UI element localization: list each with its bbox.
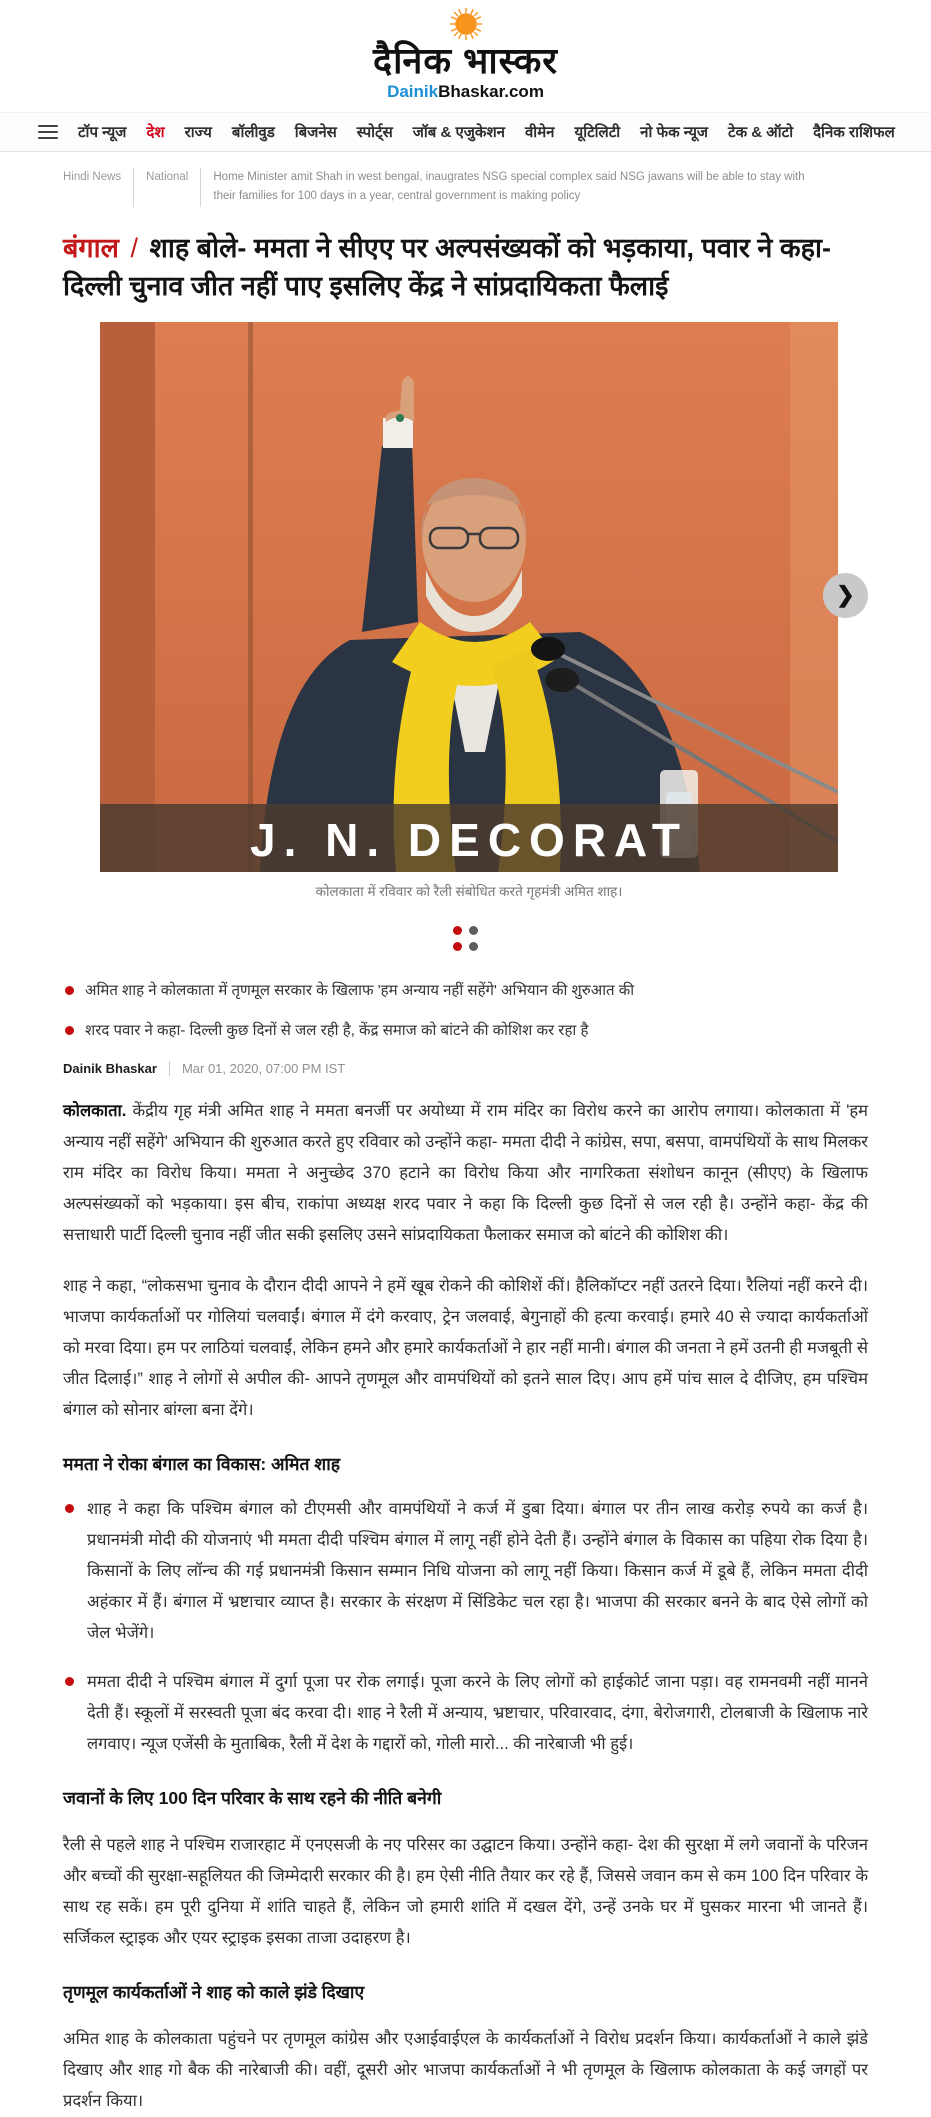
byline [63,1061,868,1076]
logo-domain-bhaskar: Bhaskar.com [438,81,544,101]
highlight-item: शरद पवार ने कहा- दिल्ली कुछ दिनों से जल रही है, केंद्र समाज को बांटने की कोशिश कर रहा है [63,1019,868,1043]
gallery-dot[interactable] [453,942,462,951]
dateline: कोलकाता. [63,1101,127,1120]
chevron-right-icon: ❯ [836,582,855,608]
article-body [0,979,931,2117]
list-item: शाह ने कहा कि पश्चिम बंगाल को टीएमसी और वामपंथियों ने कर्ज में डुबा दिया। बंगाल पर तीन लाख करोड़ रुपये का कर्ज है। प्रधानमंत्री मोदी की योजनाएं भी ममता दीदी पश्चिम बंगाल में लागू नहीं होने देती हैं। उन्होंने बंगाल के विकास का पहिया रोक दिया है। किसानों के लिए लॉन्च की गई प्रधानमंत्री किसान सम्मान निधि योजना को लागू नहीं किया। किसान कर्ज में डूबे हैं, लेकिन ममता दीदी अहंकार में हैं। बंगाल में भ्रष्टाचार व्याप्त है। सरकार के संरक्षण में सिंडिकेट चल रहा है। भाजपा की सरकार बनने के बाद ऐसे लोगों को जेल भेजेंगे। [63,1494,868,1649]
sun-logo-icon [448,6,484,42]
menu-icon[interactable] [38,125,58,139]
byline-author[interactable]: Dainik Bhaskar [63,1060,157,1076]
breadcrumb-separator [200,168,201,207]
byline-datetime: Mar 01, 2020, 07:00 PM IST [181,1060,346,1076]
breadcrumb-national[interactable]: National [146,170,189,183]
lead-photo [100,322,855,872]
section-heading: ममता ने रोका बंगाल का विकास: अमित शाह [63,1453,341,1474]
nav-item-women[interactable]: वीमेन [524,123,555,141]
highlight-item: अमित शाह ने कोलकाता में तृणमूल सरकार के खिलाफ 'हम अन्याय नहीं सहेंगे' अभियान की शुरुआत की [63,979,868,1003]
nav-item-job-education[interactable]: जॉब & एजुकेशन [412,123,505,141]
article-highlights [63,979,868,1043]
nav-item-no-fake-news[interactable]: नो फेक न्यूज [640,123,709,141]
photo-caption: कोलकाता में रविवार को रैली संबोधित करते गृहमंत्री अमित शाह। [315,883,623,899]
breadcrumb [63,168,868,207]
gallery-dot[interactable] [469,942,478,951]
nav-item-utility[interactable]: यूटिलिटी [574,123,621,141]
nav-item-bollywood[interactable]: बॉलीवुड [231,123,275,141]
gallery-dots [453,926,478,951]
nav-item-desh[interactable]: देश [146,123,165,141]
breadcrumb-description: Home Minister amit Shah in west bengal, inaugrates NSG special complex said NSG jawans will be able to stay with their families for 100 days in a year, central government is making policy [213,170,805,203]
paragraph: अमित शाह के कोलकाता पहुंचने पर तृणमूल कांग्रेस और एआईवाईएल के कार्यकर्ताओं ने विरोध प्रदर्शन किया। कार्यकर्ताओं ने काले झंडे दिखाए और शाह गो बैक की नारेबाजी की। वहीं, दूसरी ओर भाजपा कार्यकर्ताओं ने भी तृणमूल के खिलाफ कोलकाता के कई जगहों पर प्रदर्शन किया। [63,2029,868,2110]
article-bullet-list [63,1494,868,1760]
nav-item-top-news[interactable]: टॉप न्यूज [78,123,127,141]
article-headline [63,229,868,306]
headline-category[interactable]: बंगाल [63,232,119,263]
nav-item-business[interactable]: बिजनेस [294,123,337,141]
headline-text: शाह बोले- ममता ने सीएए पर अल्पसंख्यकों को भड़काया, पवार ने कहा- दिल्ली चुनाव जीत नहीं पाए इसलिए केंद्र ने सांप्रदायिकता फैलाई [63,232,831,302]
masthead[interactable] [0,0,931,102]
logo-domain [0,82,931,102]
main-navbar [0,112,931,152]
list-item: ममता दीदी ने पश्चिम बंगाल में दुर्गा पूजा पर रोक लगाई। पूजा करने के लिए लोगों को हाईकोर्ट जाना पड़ा। वह रामनवमी नहीं मानने देती हैं। स्कूलों में सरस्वती पूजा बंद करवा दी। शाह ने रैली में अन्याय, भ्रष्टाचार, परिवारवाद, दंगा, बेरोजगारी, टोलबाजी के खिलाफ नारे लगवाए। न्यूज एजेंसी के मुताबिक, रैली में देश के गद्दारों को, गोली मारो... की नारेबाजी भी हुई। [63,1667,868,1760]
nav-item-sports[interactable]: स्पोर्ट्स [356,123,393,141]
amit-shah-rally-photo [100,322,838,872]
byline-divider [169,1061,170,1076]
nav-item-tech-auto[interactable]: टेक & ऑटो [728,123,794,141]
gallery-dot[interactable] [469,926,478,935]
paragraph: शाह ने कहा, “लोकसभा चुनाव के दौरान दीदी आपने ने हमें खूब रोकने की कोशिशें कीं। हैलिकॉप्टर नहीं उतरने दिया। रैलियां नहीं करने दी। भाजपा कार्यकर्ताओं पर गोलियां चलवाईं। बंगाल में दंगे करवाए, ट्रेन जलवाई, बेगुनाहों की हत्या करवाई। हमारे 40 से ज्यादा कार्यकर्ताओं को मरवा दिया। हम पर लाठियां चलवाईं, लेकिन हमने और हमारे कार्यकर्ताओं ने हार नहीं मानी। बंगाल की जनता ने हमें उतनी ही मजबूती से जीत दिलाई।” शाह ने लोगों से अपील की- आपने तृणमूल और वामपंथियों को इतने साल दिए। आप हमें पांच साल दे दीजिए, हम पश्चिम बंगाल को सोनार बांग्ला बना देंगे। [63,1276,868,1419]
nav-item-rajya[interactable]: राज्य [184,123,212,141]
photo-banner-text: J. N. DECORAT [250,813,688,866]
paragraph [63,1096,868,1251]
headline-separator: / [130,232,138,263]
logo-domain-dainik: Dainik [387,81,439,101]
section-heading: जवानों के लिए 100 दिन परिवार के साथ रहने की नीति बनेगी [63,1787,442,1808]
paragraph-text: केंद्रीय गृह मंत्री अमित शाह ने ममता बनर्जी पर अयोध्या में राम मंदिर का विरोध करने का आरोप लगाया। कोलकाता में 'हम अन्याय नहीं सहेंगे' अभियान की शुरुआत करते हुए रविवार को उन्होंने कहा- ममता दीदी ने कांग्रेस, सपा, बसपा, वामपंथियों के साथ मिलकर राम मंदिर का विरोध किया। ममता ने अनुच्छेद 370 हटाने का विरोध किया और नागरिकता संशोधन कानून (सीएए) के खिलाफ अल्पसंख्यकों को भड़काया। इस बीच, राकांपा अध्यक्ष शरद पवार ने कहा कि दिल्ली कुछ दिनों से जल रही है। उन्होंने कहा- केंद्र की सत्ताधारी पार्टी दिल्ली चुनाव नहीं जीत सकी इसलिए उसने सांप्रदायिकता फैलाकर समाज को बांटने की कोशिश की। [63,1101,868,1244]
paragraph: रैली से पहले शाह ने पश्चिम राजारहाट में एनएसजी के नए परिसर का उद्घाटन किया। उन्होंने कहा- देश की सुरक्षा में लगे जवानों के परिजन और बच्चों की सुरक्षा-सहूलियत की जिम्मेदारी सरकार की है। हम ऐसी नीति तैयार कर रहे हैं, जिससे जवान कम से कम 100 दिन परिवार के साथ रह सकें। हम पूरी दुनिया में शांति चाहते हैं, लेकिन जो हमारी शांति में दखल देंगे, उन्हें उनके घर में घुसकर मारना भी जानते हैं। सर्जिकल स्ट्राइक और एयर स्ट्राइक इसका ताजा उदाहरण है। [63,1835,868,1947]
section-heading: तृणमूल कार्यकर्ताओं ने शाह को काले झंडे दिखाए [63,1981,365,2002]
breadcrumb-hindi-news[interactable]: Hindi News [63,170,122,183]
breadcrumb-separator [133,168,134,207]
gallery-dot[interactable] [453,926,462,935]
logo-hindi-text: दैनिक भास्कर [372,40,559,81]
gallery-next-button[interactable] [823,573,868,618]
nav-item-rashifal[interactable]: दैनिक राशिफल [813,123,895,141]
